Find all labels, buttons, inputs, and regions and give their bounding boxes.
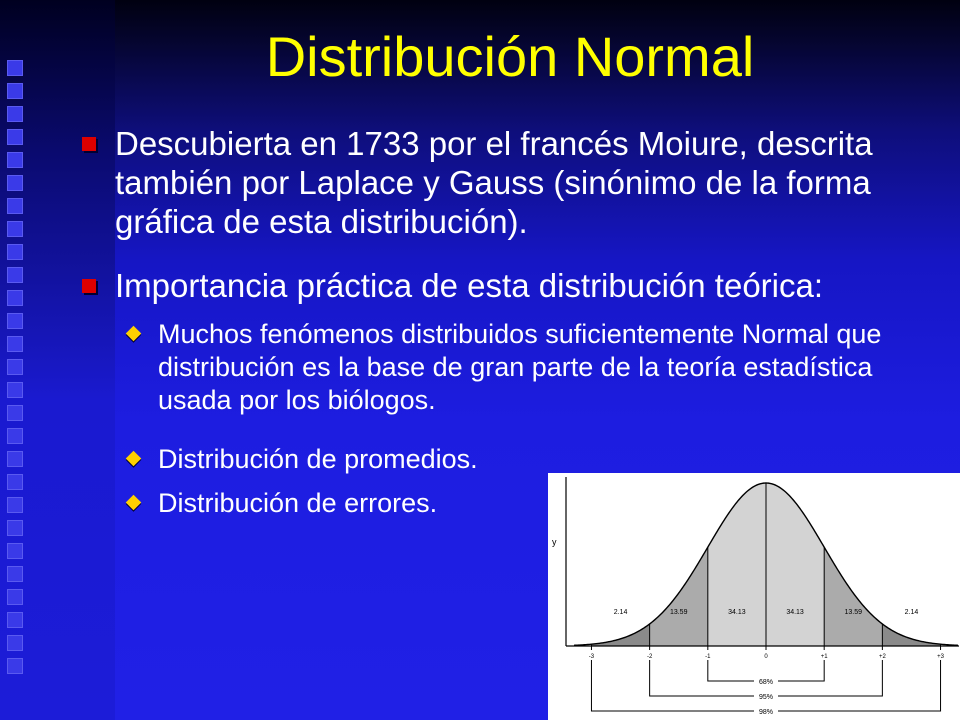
- range-percent-label: 95%: [758, 694, 774, 701]
- range-percent-label: 68%: [758, 679, 774, 686]
- bullet-text: Descubierta en 1733 por el francés Moiure, descrita también por Laplace y Gauss (sinónimo de la forma gráfica de esta distribución).: [115, 125, 873, 240]
- decorative-square: [7, 589, 23, 605]
- decorative-square: [7, 336, 23, 352]
- red-square-bullet-icon: [82, 279, 96, 293]
- curve-segment-area: [766, 483, 824, 646]
- decorative-squares: [7, 60, 29, 681]
- x-tick-label: -1: [705, 654, 711, 660]
- sub-bullet-text: Muchos fenómenos distribuidos suficientemente Normal que distribución es la base de gran parte de la teoría estadística usada por los biólogos.: [158, 319, 882, 415]
- decorative-square: [7, 313, 23, 329]
- decorative-square: [7, 497, 23, 513]
- segment-percent-label: 34.13: [786, 609, 804, 616]
- sub-bullet-errors: [158, 487, 538, 520]
- decorative-square: [7, 152, 23, 168]
- sub-bullet-phenomena: [158, 318, 918, 417]
- decorative-square: [7, 290, 23, 306]
- decorative-square: [7, 451, 23, 467]
- segment-percent-label: 2.14: [613, 609, 628, 616]
- decorative-square: [7, 83, 23, 99]
- decorative-square: [7, 520, 23, 536]
- segment-percent-label: 34.13: [728, 609, 746, 616]
- curve-segment-area: [708, 483, 766, 646]
- x-tick-label: -3: [588, 654, 595, 660]
- range-bracket: [650, 660, 883, 696]
- x-tick-label: -2: [646, 654, 653, 660]
- decorative-square: [7, 106, 23, 122]
- decorative-square: [7, 474, 23, 490]
- decorative-square: [7, 267, 23, 283]
- decorative-square: [7, 359, 23, 375]
- left-decorative-band: [0, 0, 115, 720]
- normal-distribution-chart: [548, 473, 960, 720]
- decorative-square: [7, 198, 23, 214]
- bullet-discovery: [115, 124, 915, 241]
- decorative-square: [7, 566, 23, 582]
- decorative-square: [7, 244, 23, 260]
- decorative-square: [7, 635, 23, 651]
- decorative-square: [7, 129, 23, 145]
- x-tick-label: +2: [878, 654, 886, 660]
- decorative-square: [7, 428, 23, 444]
- decorative-square: [7, 405, 23, 421]
- decorative-square: [7, 658, 23, 674]
- decorative-square: [7, 543, 23, 559]
- decorative-square: [7, 382, 23, 398]
- bullet-importance: [115, 266, 935, 305]
- normal-curve-svg: [548, 473, 960, 720]
- segment-percent-label: 13.59: [844, 609, 863, 616]
- y-axis-label: y: [552, 537, 557, 547]
- sub-bullet-averages: [158, 443, 538, 476]
- sub-bullet-text: Distribución de promedios.: [158, 444, 478, 474]
- decorative-square: [7, 60, 23, 76]
- range-percent-label: 98%: [758, 709, 774, 716]
- slide-title: Distribución Normal: [265, 25, 755, 88]
- segment-percent-label: 2.14: [904, 609, 919, 616]
- x-tick-label: 0: [764, 654, 768, 660]
- segment-percent-label: 13.59: [669, 609, 688, 616]
- x-tick-label: +1: [820, 654, 828, 660]
- decorative-square: [7, 612, 23, 628]
- range-bracket: [708, 660, 824, 681]
- decorative-square: [7, 175, 23, 191]
- x-tick-label: +3: [937, 654, 944, 660]
- red-square-bullet-icon: [82, 137, 96, 151]
- bullet-text: Importancia práctica de esta distribución teórica:: [115, 267, 824, 304]
- decorative-square: [7, 221, 23, 237]
- sub-bullet-text: Distribución de errores.: [158, 488, 438, 518]
